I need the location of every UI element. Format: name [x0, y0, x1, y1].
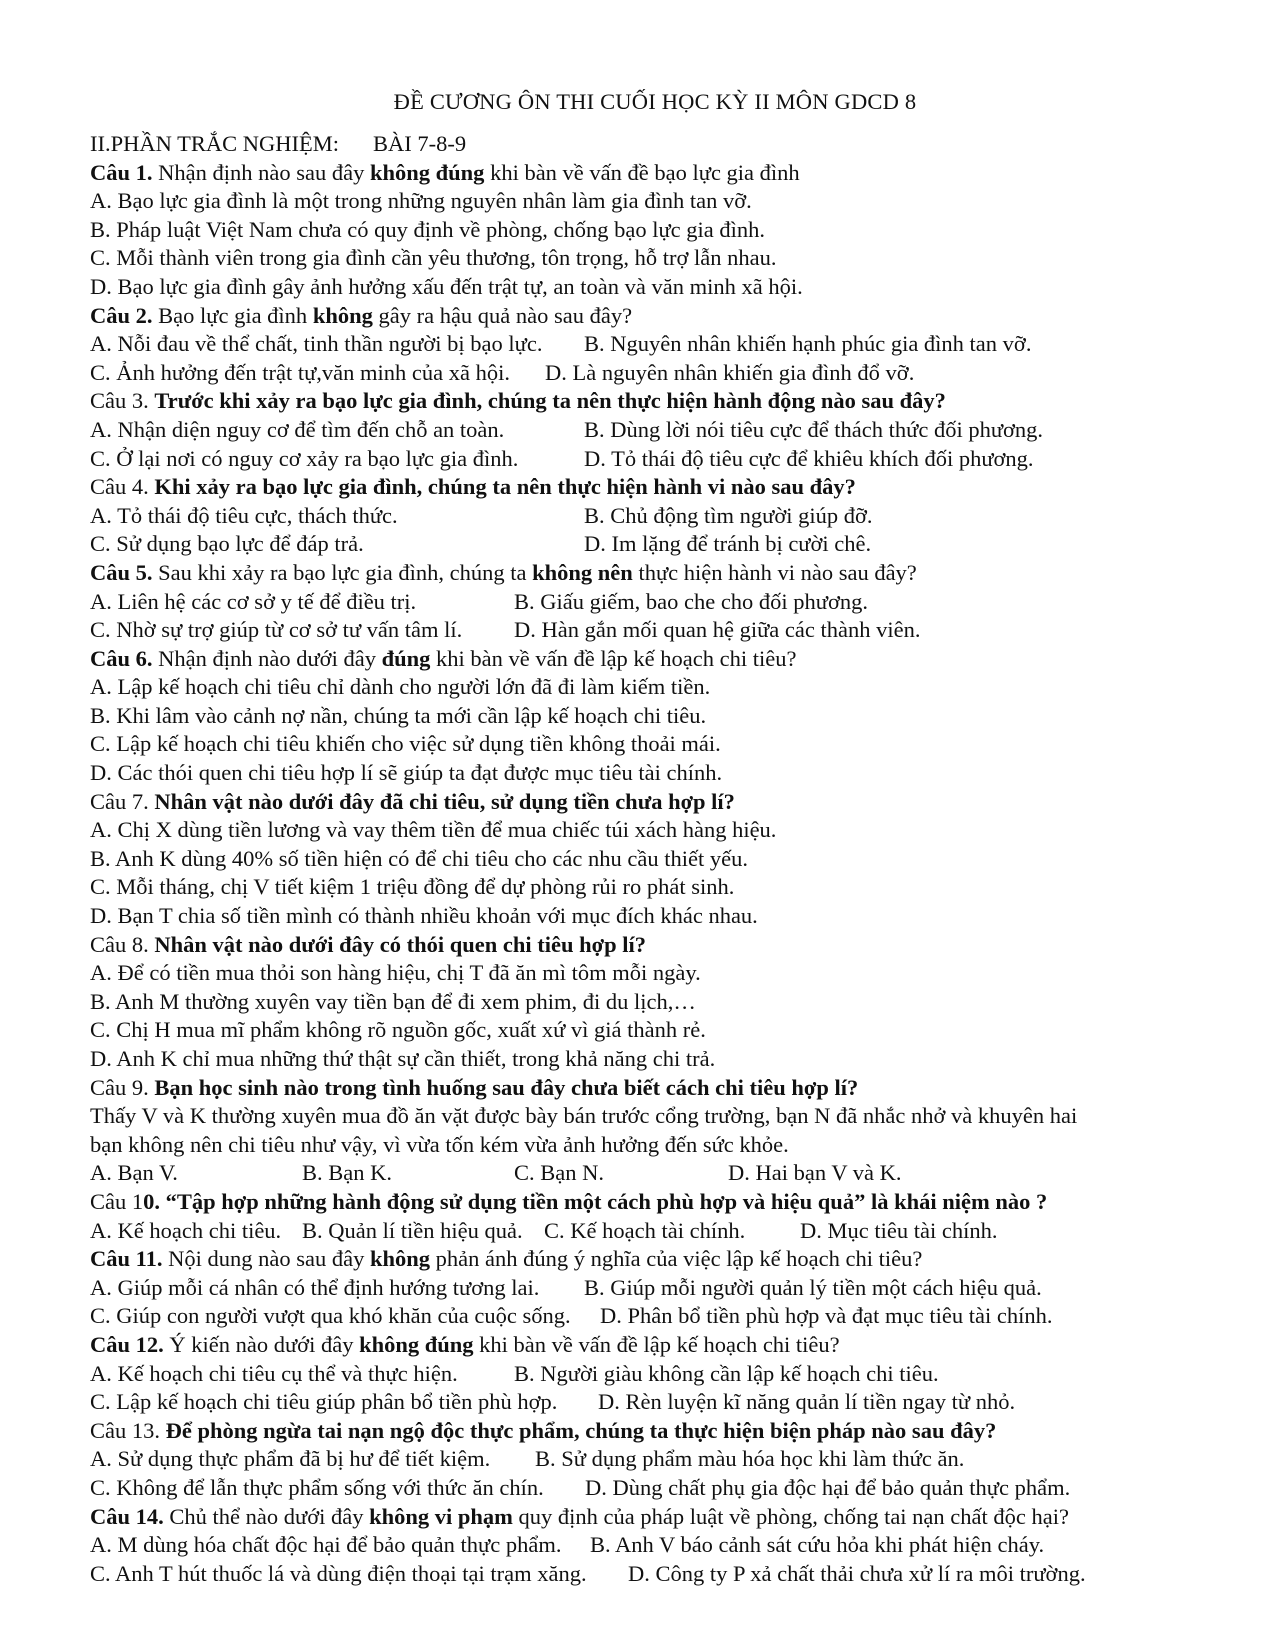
question-1-option-b: B. Pháp luật Việt Nam chưa có quy định về phòng, chống bạo lực gia đình.: [90, 216, 765, 242]
question-4-option-d: D. Im lặng để tránh bị cười chê.: [584, 531, 872, 557]
question-5-option-b: B. Giấu giếm, bao che cho đối phương.: [514, 588, 869, 614]
question-7-label: Câu 7.: [90, 788, 155, 814]
question-2-label: Câu 2.: [90, 302, 153, 328]
question-13-options-row-2: [90, 1474, 1220, 1503]
question-12-option-c: C. Lập kế hoạch chi tiêu giúp phân bổ tiền phù hợp.: [90, 1389, 558, 1415]
question-14-stem: [90, 1503, 1220, 1532]
question-10-emphasis: 0. “Tập hợp những hành động sử dụng tiền một cách phù hợp và hiệu quả” là khái niệm nào ?: [143, 1188, 1048, 1214]
question-8-option-b: B. Anh M thường xuyên vay tiền bạn để đi xem phim, đi du lịch,…: [90, 988, 696, 1014]
question-12-options-row-2: [90, 1388, 1220, 1417]
question-9-scenario-line-2: bạn không nên chi tiêu như vậy, vì vừa tốn kém vừa ảnh hưởng đến sức khỏe.: [90, 1131, 789, 1157]
question-7-emphasis: Nhân vật nào dưới đây đã chi tiêu, sử dụng tiền chưa hợp lí?: [154, 788, 735, 814]
question-2-stem: [90, 302, 1220, 331]
question-7-option-b: B. Anh K dùng 40% số tiền hiện có để chi tiêu cho các nhu cầu thiết yếu.: [90, 845, 748, 871]
question-1-stem: [90, 159, 1220, 188]
question-1-option-d: D. Bạo lực gia đình gây ảnh hưởng xấu đến trật tự, an toàn và văn minh xã hội.: [90, 273, 803, 299]
question-5-option-c: C. Nhờ sự trợ giúp từ cơ sở tư vấn tâm lí.: [90, 617, 463, 643]
question-5-options-row-2: [90, 616, 1220, 645]
question-14-option-c: C. Anh T hút thuốc lá và dùng điện thoại tại trạm xăng.: [90, 1560, 587, 1586]
question-13-option-c: C. Không để lẫn thực phẩm sống với thức ăn chín.: [90, 1474, 544, 1500]
question-1-emphasis: không đúng: [369, 159, 485, 185]
question-14-option-d: D. Công ty P xả chất thải chưa xử lí ra môi trường.: [628, 1560, 1086, 1586]
question-11-option-b: B. Giúp mỗi người quản lý tiền một cách hiệu quả.: [584, 1274, 1042, 1300]
question-1-label: Câu 1.: [90, 159, 153, 185]
question-6-option-d: D. Các thói quen chi tiêu hợp lí sẽ giúp ta đạt được mục tiêu tài chính.: [90, 760, 723, 786]
question-12-label: Câu 12.: [90, 1331, 164, 1357]
question-12-option-d: D. Rèn luyện kĩ năng quản lí tiền ngay từ nhỏ.: [598, 1389, 1016, 1415]
question-6-option-c: C. Lập kế hoạch chi tiêu khiến cho việc sử dụng tiền không thoải mái.: [90, 731, 721, 757]
question-1-text: Nhận định nào sau đây: [152, 159, 370, 185]
question-11-text: Nội dung nào sau đây: [162, 1246, 370, 1272]
question-11-stem: [90, 1245, 1220, 1274]
question-4-option-b: B. Chủ động tìm người giúp đỡ.: [584, 502, 873, 528]
question-10-option-d: D. Mục tiêu tài chính.: [800, 1217, 998, 1243]
question-14-option-b: B. Anh V báo cảnh sát cứu hỏa khi phát hiện cháy.: [590, 1532, 1045, 1558]
question-11-option-a: A. Giúp mỗi cá nhân có thể định hướng tương lai.: [90, 1274, 540, 1300]
question-8-option-a: A. Để có tiền mua thỏi son hàng hiệu, chị T đã ăn mì tôm mỗi ngày.: [90, 960, 701, 986]
question-11-option-c: C. Giúp con người vượt qua khó khăn của cuộc sống.: [90, 1303, 571, 1329]
question-6-label: Câu 6.: [90, 645, 153, 671]
question-12-text-end: khi bàn về vấn đề lập kế hoạch chi tiêu?: [473, 1331, 840, 1357]
question-7-option-a: A. Chị X dùng tiền lương và vay thêm tiền để mua chiếc túi xách hàng hiệu.: [90, 817, 777, 843]
question-7-stem: [90, 788, 1220, 817]
question-2-options-row-2: [90, 359, 1220, 388]
question-13-stem: [90, 1417, 1220, 1446]
document-title: ĐỀ CƯƠNG ÔN THI CUỐI HỌC KỲ II MÔN GDCD 8: [393, 89, 917, 114]
question-11-text-end: phản ánh đúng ý nghĩa của việc lập kế hoạch chi tiêu?: [430, 1246, 923, 1272]
question-14-option-a: A. M dùng hóa chất độc hại để bảo quản thực phẩm.: [90, 1532, 562, 1558]
question-10-stem: [90, 1188, 1220, 1217]
question-14-emphasis: không vi phạm: [369, 1503, 513, 1529]
question-4-options-row-2: [90, 530, 1220, 559]
question-14-text: Chủ thể nào dưới đây: [163, 1503, 370, 1529]
question-5-stem: [90, 559, 1220, 588]
question-3-option-a: A. Nhận diện nguy cơ để tìm đến chỗ an toàn.: [90, 416, 505, 442]
question-14-options-row-1: [90, 1531, 1220, 1560]
question-7-option-c: C. Mỗi tháng, chị V tiết kiệm 1 triệu đồng để dự phòng rủi ro phát sinh.: [90, 874, 735, 900]
question-5-text-end: thực hiện hành vi nào sau đây?: [632, 559, 917, 585]
question-12-option-a: A. Kế hoạch chi tiêu cụ thể và thực hiện.: [90, 1360, 458, 1386]
question-13-option-d: D. Dùng chất phụ gia độc hại để bảo quản thực phẩm.: [585, 1474, 1071, 1500]
question-9-option-d: D. Hai bạn V và K.: [728, 1160, 902, 1186]
question-1-option-c: C. Mỗi thành viên trong gia đình cần yêu thương, tôn trọng, hỗ trợ lẫn nhau.: [90, 245, 777, 271]
question-13-label: Câu 13.: [90, 1417, 166, 1443]
question-4-stem: [90, 473, 1220, 502]
question-11-options-row-1: [90, 1274, 1220, 1303]
question-2-text: Bạo lực gia đình: [152, 302, 313, 328]
question-3-option-c: C. Ở lại nơi có nguy cơ xảy ra bạo lực gia đình.: [90, 445, 519, 471]
question-6-option-b: B. Khi lâm vào cảnh nợ nần, chúng ta mới cần lập kế hoạch chi tiêu.: [90, 702, 707, 728]
question-1-option-a: A. Bạo lực gia đình là một trong những nguyên nhân làm gia đình tan vỡ.: [90, 188, 752, 214]
question-9-emphasis: Bạn học sinh nào trong tình huống sau đây chưa biết cách chi tiêu hợp lí?: [154, 1074, 859, 1100]
question-4-label: Câu 4.: [90, 474, 155, 500]
section-label: II.PHẦN TRẮC NGHIỆM:: [90, 131, 339, 156]
question-9-stem: [90, 1074, 1220, 1103]
question-2-option-d: D. Là nguyên nhân khiến gia đình đổ vỡ.: [545, 359, 915, 385]
question-10-options-row: [90, 1217, 1220, 1246]
question-8-option-c: C. Chị H mua mĩ phẩm không rõ nguồn gốc, xuất xứ vì giá thành rẻ.: [90, 1017, 706, 1043]
question-5-options-row-1: [90, 588, 1220, 617]
question-10-option-b: B. Quản lí tiền hiệu quả.: [302, 1217, 523, 1243]
question-2-text-end: gây ra hậu quả nào sau đây?: [372, 302, 633, 328]
question-2-option-c: C. Ảnh hưởng đến trật tự,văn minh của xã hội.: [90, 359, 510, 385]
question-11-option-d: D. Phân bổ tiền phù hợp và đạt mục tiêu tài chính.: [600, 1303, 1053, 1329]
question-9-options-row: [90, 1159, 1220, 1188]
question-12-option-b: B. Người giàu không cần lập kế hoạch chi tiêu.: [514, 1360, 939, 1386]
question-10-option-a: A. Kế hoạch chi tiêu.: [90, 1217, 282, 1243]
question-4-emphasis: Khi xảy ra bạo lực gia đình, chúng ta nên thực hiện hành vi nào sau đây?: [154, 474, 856, 500]
question-14-options-row-2: [90, 1560, 1220, 1589]
question-3-label: Câu 3.: [90, 388, 155, 414]
question-8-stem: [90, 931, 1220, 960]
question-5-text: Sau khi xảy ra bạo lực gia đình, chúng ta: [152, 559, 533, 585]
question-4-option-c: C. Sử dụng bạo lực để đáp trả.: [90, 531, 364, 557]
document-page: [90, 88, 1220, 1588]
question-3-stem: [90, 387, 1220, 416]
question-3-options-row-2: [90, 445, 1220, 474]
section-lessons: BÀI 7-8-9: [372, 131, 467, 156]
question-12-options-row-1: [90, 1360, 1220, 1389]
question-3-option-d: D. Tỏ thái độ tiêu cực để khiêu khích đối phương.: [584, 445, 1034, 471]
question-6-text: Nhận định nào dưới đây: [152, 645, 382, 671]
question-4-options-row-1: [90, 502, 1220, 531]
question-6-text-end: khi bàn về vấn đề lập kế hoạch chi tiêu?: [430, 645, 797, 671]
question-11-label: Câu 11.: [90, 1246, 163, 1272]
question-9-option-b: B. Bạn K.: [302, 1160, 392, 1186]
question-6-emphasis: đúng: [381, 645, 431, 671]
question-10-option-c: C. Kế hoạch tài chính.: [544, 1217, 746, 1243]
question-8-label: Câu 8.: [90, 931, 155, 957]
question-9-option-a: A. Bạn V.: [90, 1160, 178, 1186]
question-11-options-row-2: [90, 1302, 1220, 1331]
question-6-stem: [90, 645, 1220, 674]
question-9-scenario-line-1: Thấy V và K thường xuyên mua đồ ăn vặt được bày bán trước cổng trường, bạn N đã nhắc nhở và khuyên hai: [90, 1103, 1078, 1129]
question-11-emphasis: không: [370, 1246, 431, 1272]
question-7-option-d: D. Bạn T chia số tiền mình có thành nhiều khoản với mục đích khác nhau.: [90, 903, 758, 929]
question-5-option-d: D. Hàn gắn mối quan hệ giữa các thành viên.: [514, 617, 921, 643]
question-2-option-a: A. Nỗi đau về thể chất, tinh thần người bị bạo lực.: [90, 331, 543, 357]
question-5-emphasis: không nên: [532, 559, 633, 585]
question-13-option-b: B. Sử dụng phẩm màu hóa học khi làm thức ăn.: [535, 1446, 965, 1472]
question-13-option-a: A. Sử dụng thực phẩm đã bị hư để tiết kiệm.: [90, 1446, 491, 1472]
question-1-text-end: khi bàn về vấn đề bạo lực gia đình: [484, 159, 800, 185]
question-4-option-a: A. Tỏ thái độ tiêu cực, thách thức.: [90, 502, 398, 528]
question-12-emphasis: không đúng: [359, 1331, 474, 1357]
question-6-option-a: A. Lập kế hoạch chi tiêu chỉ dành cho người lớn đã đi làm kiếm tiền.: [90, 674, 711, 700]
question-5-option-a: A. Liên hệ các cơ sở y tế để điều trị.: [90, 588, 417, 614]
question-3-options-row-1: [90, 416, 1220, 445]
question-10-label: Câu 1: [90, 1188, 144, 1214]
question-14-label: Câu 14.: [90, 1503, 164, 1529]
section-heading: [90, 130, 1220, 159]
question-8-emphasis: Nhân vật nào dưới đây có thói quen chi tiêu hợp lí?: [154, 931, 647, 957]
question-2-emphasis: không: [312, 302, 373, 328]
question-8-option-d: D. Anh K chỉ mua những thứ thật sự cần thiết, trong khả năng chi trả.: [90, 1046, 716, 1071]
question-9-option-c: C. Bạn N.: [514, 1160, 604, 1186]
question-9-label: Câu 9.: [90, 1074, 155, 1100]
question-14-text-end: quy định của pháp luật về phòng, chống tai nạn chất độc hại?: [512, 1503, 1069, 1529]
question-13-emphasis: Để phòng ngừa tai nạn ngộ độc thực phẩm, chúng ta thực hiện biện pháp nào sau đây?: [165, 1417, 997, 1443]
question-5-label: Câu 5.: [90, 559, 153, 585]
question-3-emphasis: Trước khi xảy ra bạo lực gia đình, chúng ta nên thực hiện hành động nào sau đây?: [154, 388, 946, 414]
question-2-options-row-1: [90, 330, 1220, 359]
question-12-stem: [90, 1331, 1220, 1360]
question-2-option-b: B. Nguyên nhân khiến hạnh phúc gia đình tan vỡ.: [584, 331, 1032, 357]
question-3-option-b: B. Dùng lời nói tiêu cực để thách thức đối phương.: [584, 416, 1044, 442]
question-12-text: Ý kiến nào dưới đây: [163, 1331, 360, 1357]
question-13-options-row-1: [90, 1445, 1220, 1474]
